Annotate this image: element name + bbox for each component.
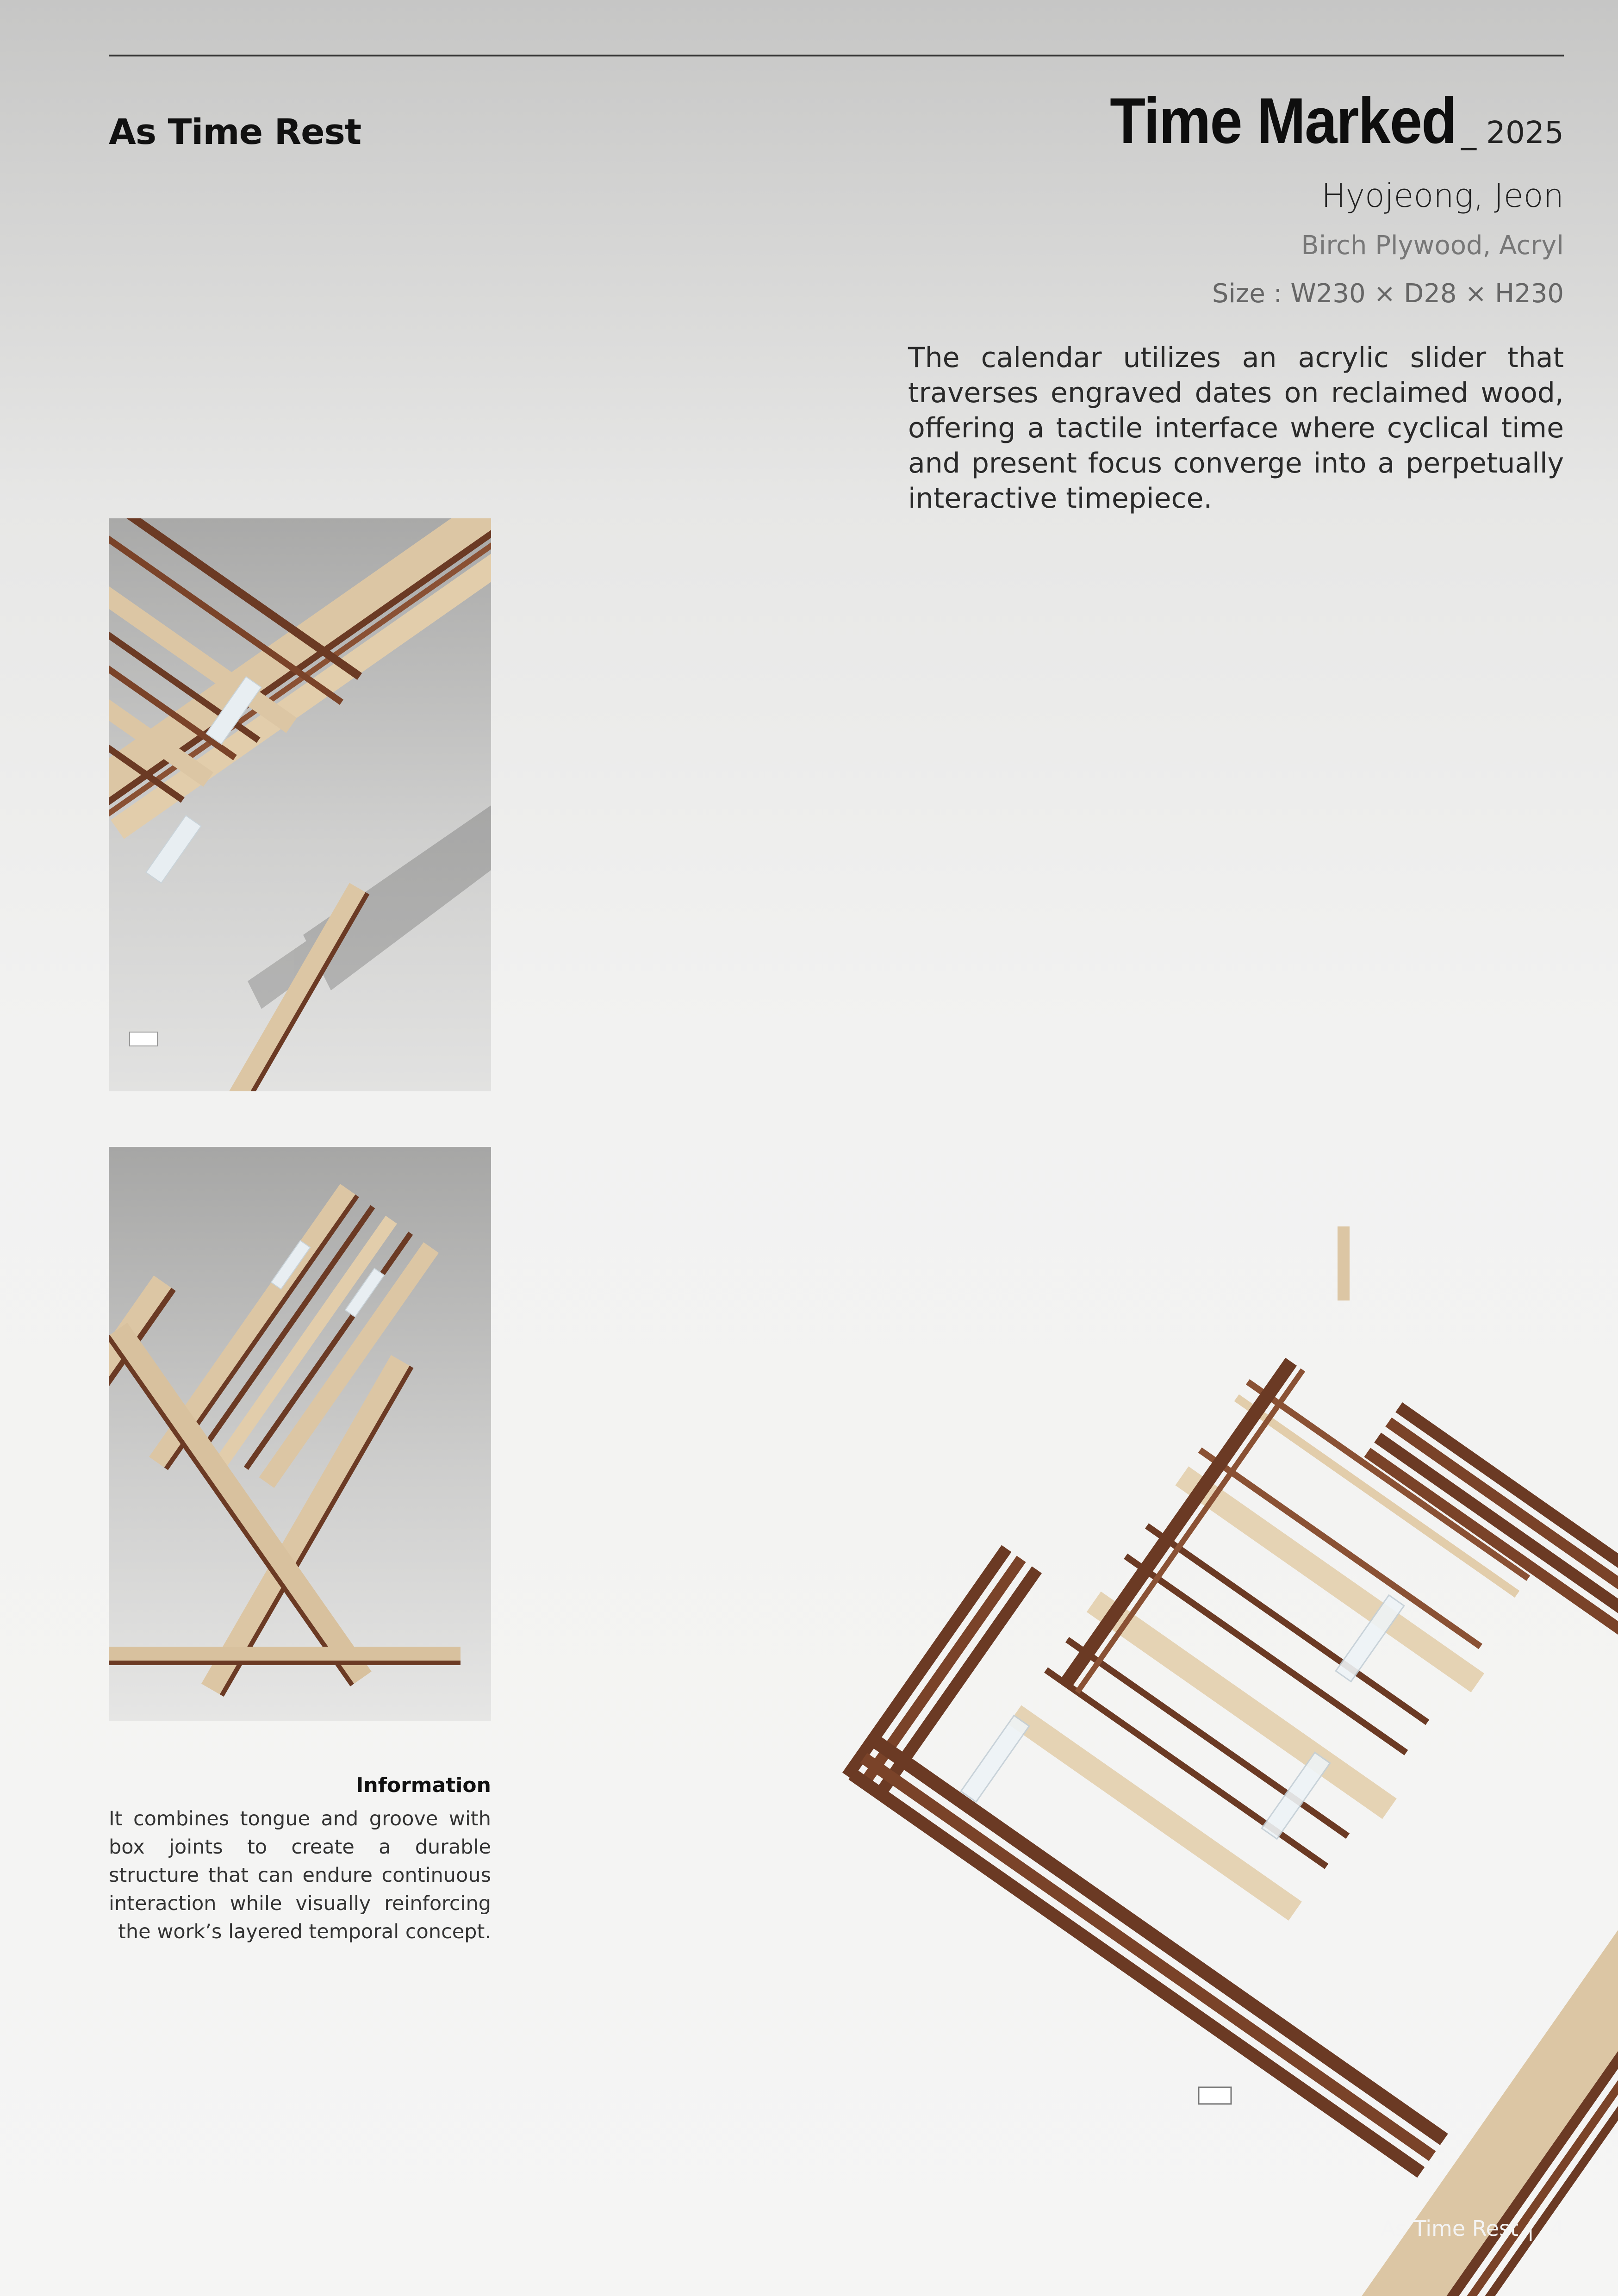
materials: Birch Plywood, Acryl <box>1301 230 1564 261</box>
footer-series: As Time Rest <box>1381 2216 1518 2241</box>
hero-photo <box>787 1134 1618 2296</box>
information-heading: Information <box>356 1773 491 1797</box>
work-title: Time Marked <box>1110 84 1456 157</box>
series-title: As Time Rest <box>109 111 361 152</box>
information-text: It combines tongue and groove with box joints to create a durable structure that can endure continuous interaction while visually reinforcing the work’s layered temporal concept. <box>109 1807 491 1943</box>
title-row <box>1071 83 1564 158</box>
page-number: 4 <box>1550 2216 1564 2241</box>
detail-photo-full <box>109 1147 491 1721</box>
dimensions: Size : W230 × D28 × H230 <box>1212 279 1564 309</box>
description: The calendar utilizes an acrylic slider that traverses engraved dates on reclaimed wood, offering a tactile interface where cyclical time and present focus converge into a perpetually interactive timepiece. <box>908 342 1564 515</box>
footer-separator: | <box>1527 2216 1535 2241</box>
work-year: _ 2025 <box>1461 115 1564 150</box>
artist-name: Hyojeong, Jeon <box>1321 177 1564 215</box>
page-footer <box>1381 2216 1564 2241</box>
top-rule <box>109 55 1564 56</box>
detail-photo-closeup <box>109 518 491 1091</box>
